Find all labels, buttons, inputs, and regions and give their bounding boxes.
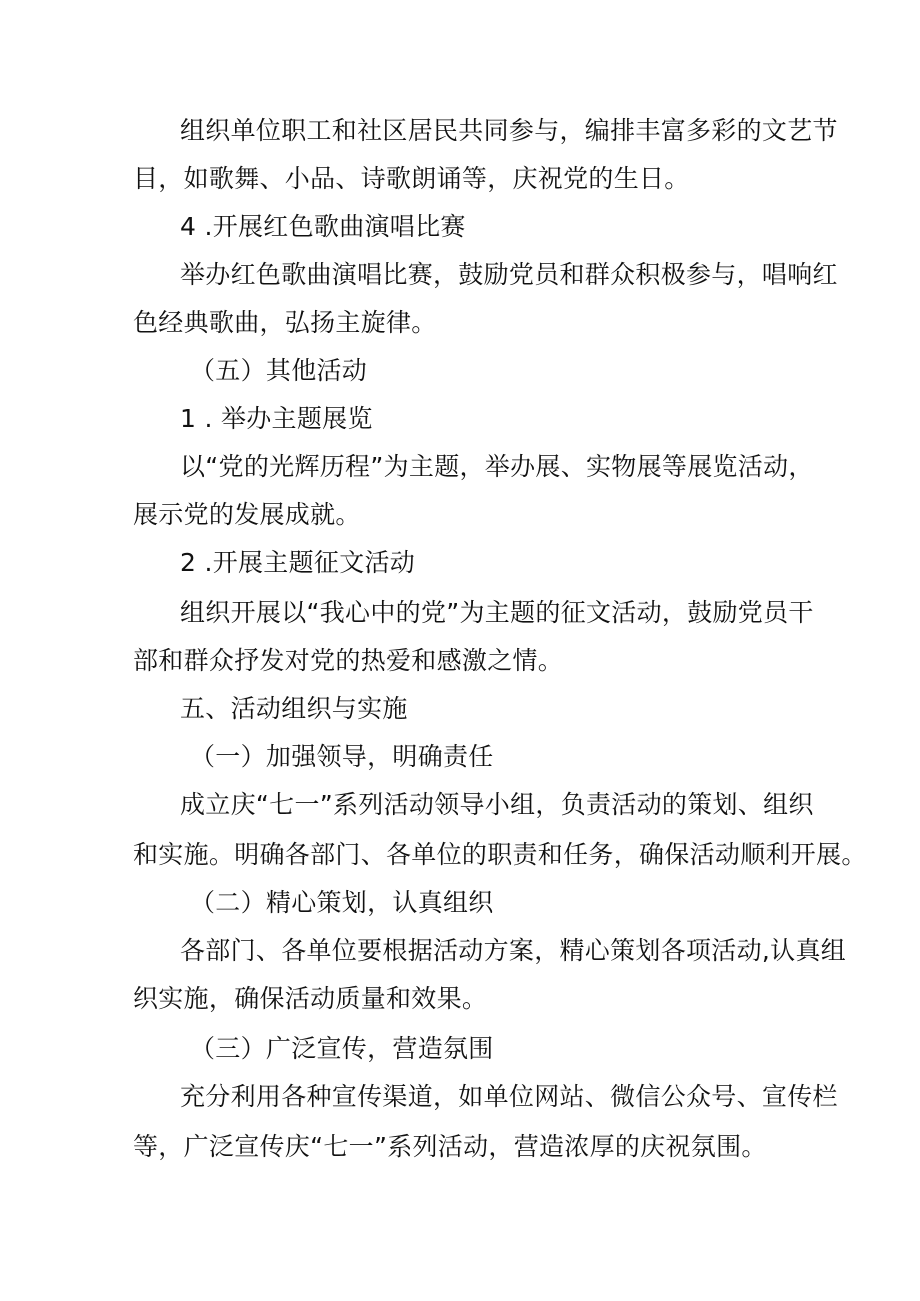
paragraph-line: 部和群众抒发对党的热爱和感激之情。 bbox=[133, 646, 564, 675]
paragraph-line: 色经典歌曲，弘扬主旋律。 bbox=[133, 308, 437, 337]
section-heading: 1 . 举办主题展览 bbox=[180, 404, 373, 433]
paragraph-line: 组织单位职工和社区居民共同参与，编排丰富多彩的文艺节 bbox=[180, 116, 838, 145]
section-heading: 五、活动组织与实施 bbox=[180, 694, 408, 723]
paragraph-line: 成立庆“七一”系列活动领导小组，负责活动的策划、组织 bbox=[180, 790, 814, 819]
paragraph-line: 和实施。明确各部门、各单位的职责和任务，确保活动顺利开展。 bbox=[133, 840, 867, 869]
paragraph-line: 展示党的发展成就。 bbox=[133, 500, 361, 529]
paragraph-line: 织实施，确保活动质量和效果。 bbox=[133, 984, 488, 1013]
section-heading: （一）加强领导，明确责任 bbox=[190, 742, 494, 771]
paragraph-line: 组织开展以“我心中的党”为主题的征文活动，鼓励党员干 bbox=[180, 598, 814, 627]
paragraph-line: 充分利用各种宣传渠道，如单位网站、微信公众号、宣传栏 bbox=[180, 1082, 838, 1111]
section-heading: （五）其他活动 bbox=[190, 356, 368, 385]
paragraph-line: 举办红色歌曲演唱比赛，鼓励党员和群众积极参与，唱响红 bbox=[180, 260, 838, 289]
paragraph-line: 以“党的光辉历程”为主题，举办展、实物展等展览活动， bbox=[180, 452, 814, 481]
paragraph-line: 各部门、各单位要根据活动方案，精心策划各项活动,认真组 bbox=[180, 936, 847, 965]
section-heading: 2 .开展主题征文活动 bbox=[180, 548, 416, 577]
paragraph-line: 等，广泛宣传庆“七一”系列活动，营造浓厚的庆祝氛围。 bbox=[133, 1132, 767, 1161]
section-heading: 4 .开展红色歌曲演唱比赛 bbox=[180, 212, 466, 241]
paragraph-line: 目，如歌舞、小品、诗歌朗诵等，庆祝党的生日。 bbox=[133, 164, 690, 193]
section-heading: （二）精心策划，认真组织 bbox=[190, 888, 494, 917]
section-heading: （三）广泛宣传，营造氛围 bbox=[190, 1034, 494, 1063]
